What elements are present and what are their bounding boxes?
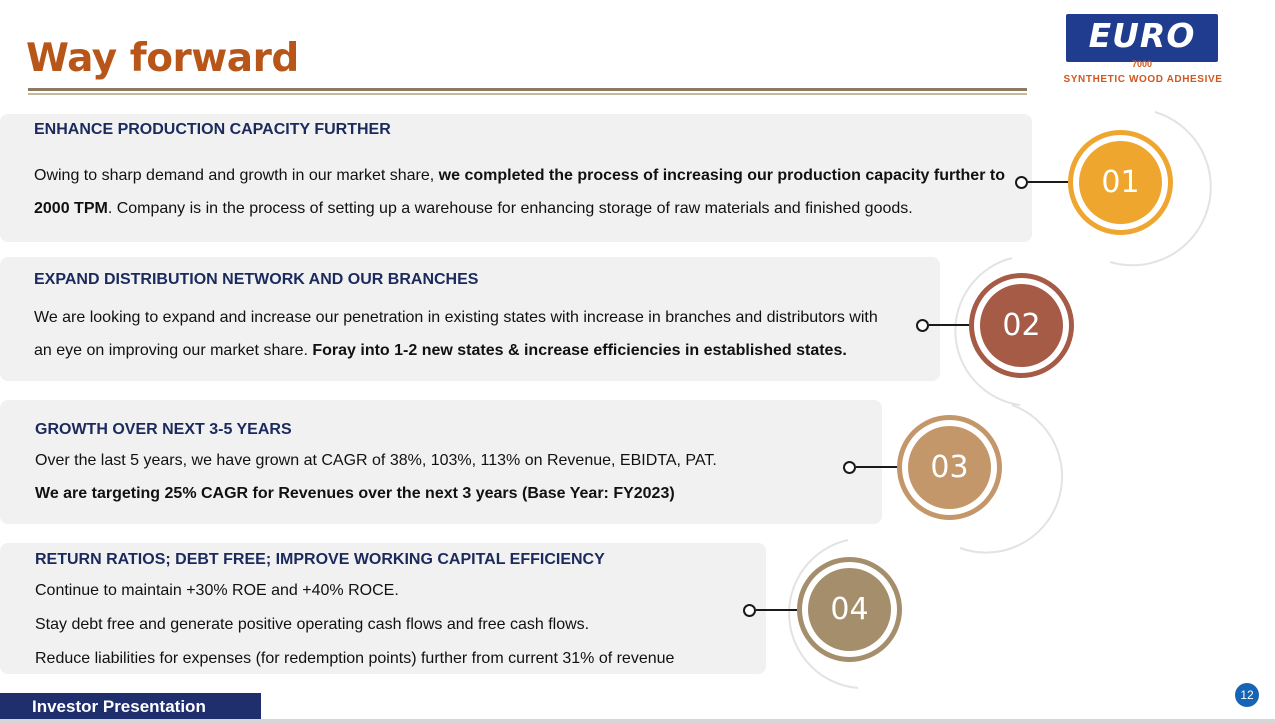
step-number-2: 02 [980, 284, 1063, 367]
step-number-4: 04 [808, 568, 891, 651]
section-1-line-1 [34, 167, 1005, 185]
section-4-line-1: Continue to maintain +30% ROE and +40% ROCE. [35, 582, 399, 599]
section-1-line-2-text: . Company is in the process of setting up a warehouse for enhancing storage of raw materials and finished goods. [107, 200, 913, 217]
section-1-line-2-bold: 2000 TPM [34, 200, 108, 217]
section-2-line-2-text: an eye on improving our market share. [34, 342, 313, 359]
page-number: 12 [1235, 683, 1259, 707]
step-number-1: 01 [1079, 141, 1162, 224]
section-1-line-1-text: Owing to sharp demand and growth in our market share, [34, 167, 439, 184]
section-4-line-3: Reduce liabilities for expenses (for redemption points) further from current 31% of revenue [35, 650, 675, 667]
footer-rule [0, 719, 1275, 723]
connector-dot-2 [916, 319, 929, 332]
connector-line-2 [929, 324, 973, 326]
section-2-line-2 [34, 342, 847, 360]
section-2-heading: EXPAND DISTRIBUTION NETWORK AND OUR BRANCHES [34, 271, 479, 288]
section-4-heading: RETURN RATIOS; DEBT FREE; IMPROVE WORKING CAPITAL EFFICIENCY [35, 551, 605, 568]
step-number-3: 03 [908, 426, 991, 509]
connector-dot-1 [1015, 176, 1028, 189]
section-3-heading: GROWTH OVER NEXT 3-5 YEARS [35, 421, 292, 438]
section-3-line-1: Over the last 5 years, we have grown at CAGR of 38%, 103%, 113% on Revenue, EBIDTA, PAT. [35, 452, 717, 469]
section-3-line-2 [35, 485, 675, 503]
section-1-heading: ENHANCE PRODUCTION CAPACITY FURTHER [34, 121, 391, 138]
footer-label: Investor Presentation [32, 697, 206, 716]
section-3-line-2-bold: We are targeting 25% CAGR for Revenues over the next 3 years (Base Year: FY2023) [35, 485, 675, 502]
connector-line-1 [1028, 181, 1072, 183]
section-2-line-2-bold: Foray into 1-2 new states & increase efficiencies in established states. [312, 342, 847, 359]
section-2-line-1: We are looking to expand and increase our penetration in existing states with increase in branches and distributors with [34, 309, 878, 326]
logo-model: 7000 [1131, 59, 1153, 69]
section-1-line-2 [34, 200, 913, 218]
connector-line-3 [856, 466, 902, 468]
connector-line-4 [756, 609, 800, 611]
section-4-line-2: Stay debt free and generate positive operating cash flows and free cash flows. [35, 616, 590, 633]
section-1-line-1-bold: we completed the process of increasing our production capacity further to [438, 167, 1005, 184]
page-title: Way forward [26, 36, 299, 81]
connector-dot-4 [743, 604, 756, 617]
logo-brand: EURO [1088, 16, 1196, 55]
logo-tagline: SYNTHETIC WOOD ADHESIVE [1063, 74, 1223, 85]
connector-dot-3 [843, 461, 856, 474]
